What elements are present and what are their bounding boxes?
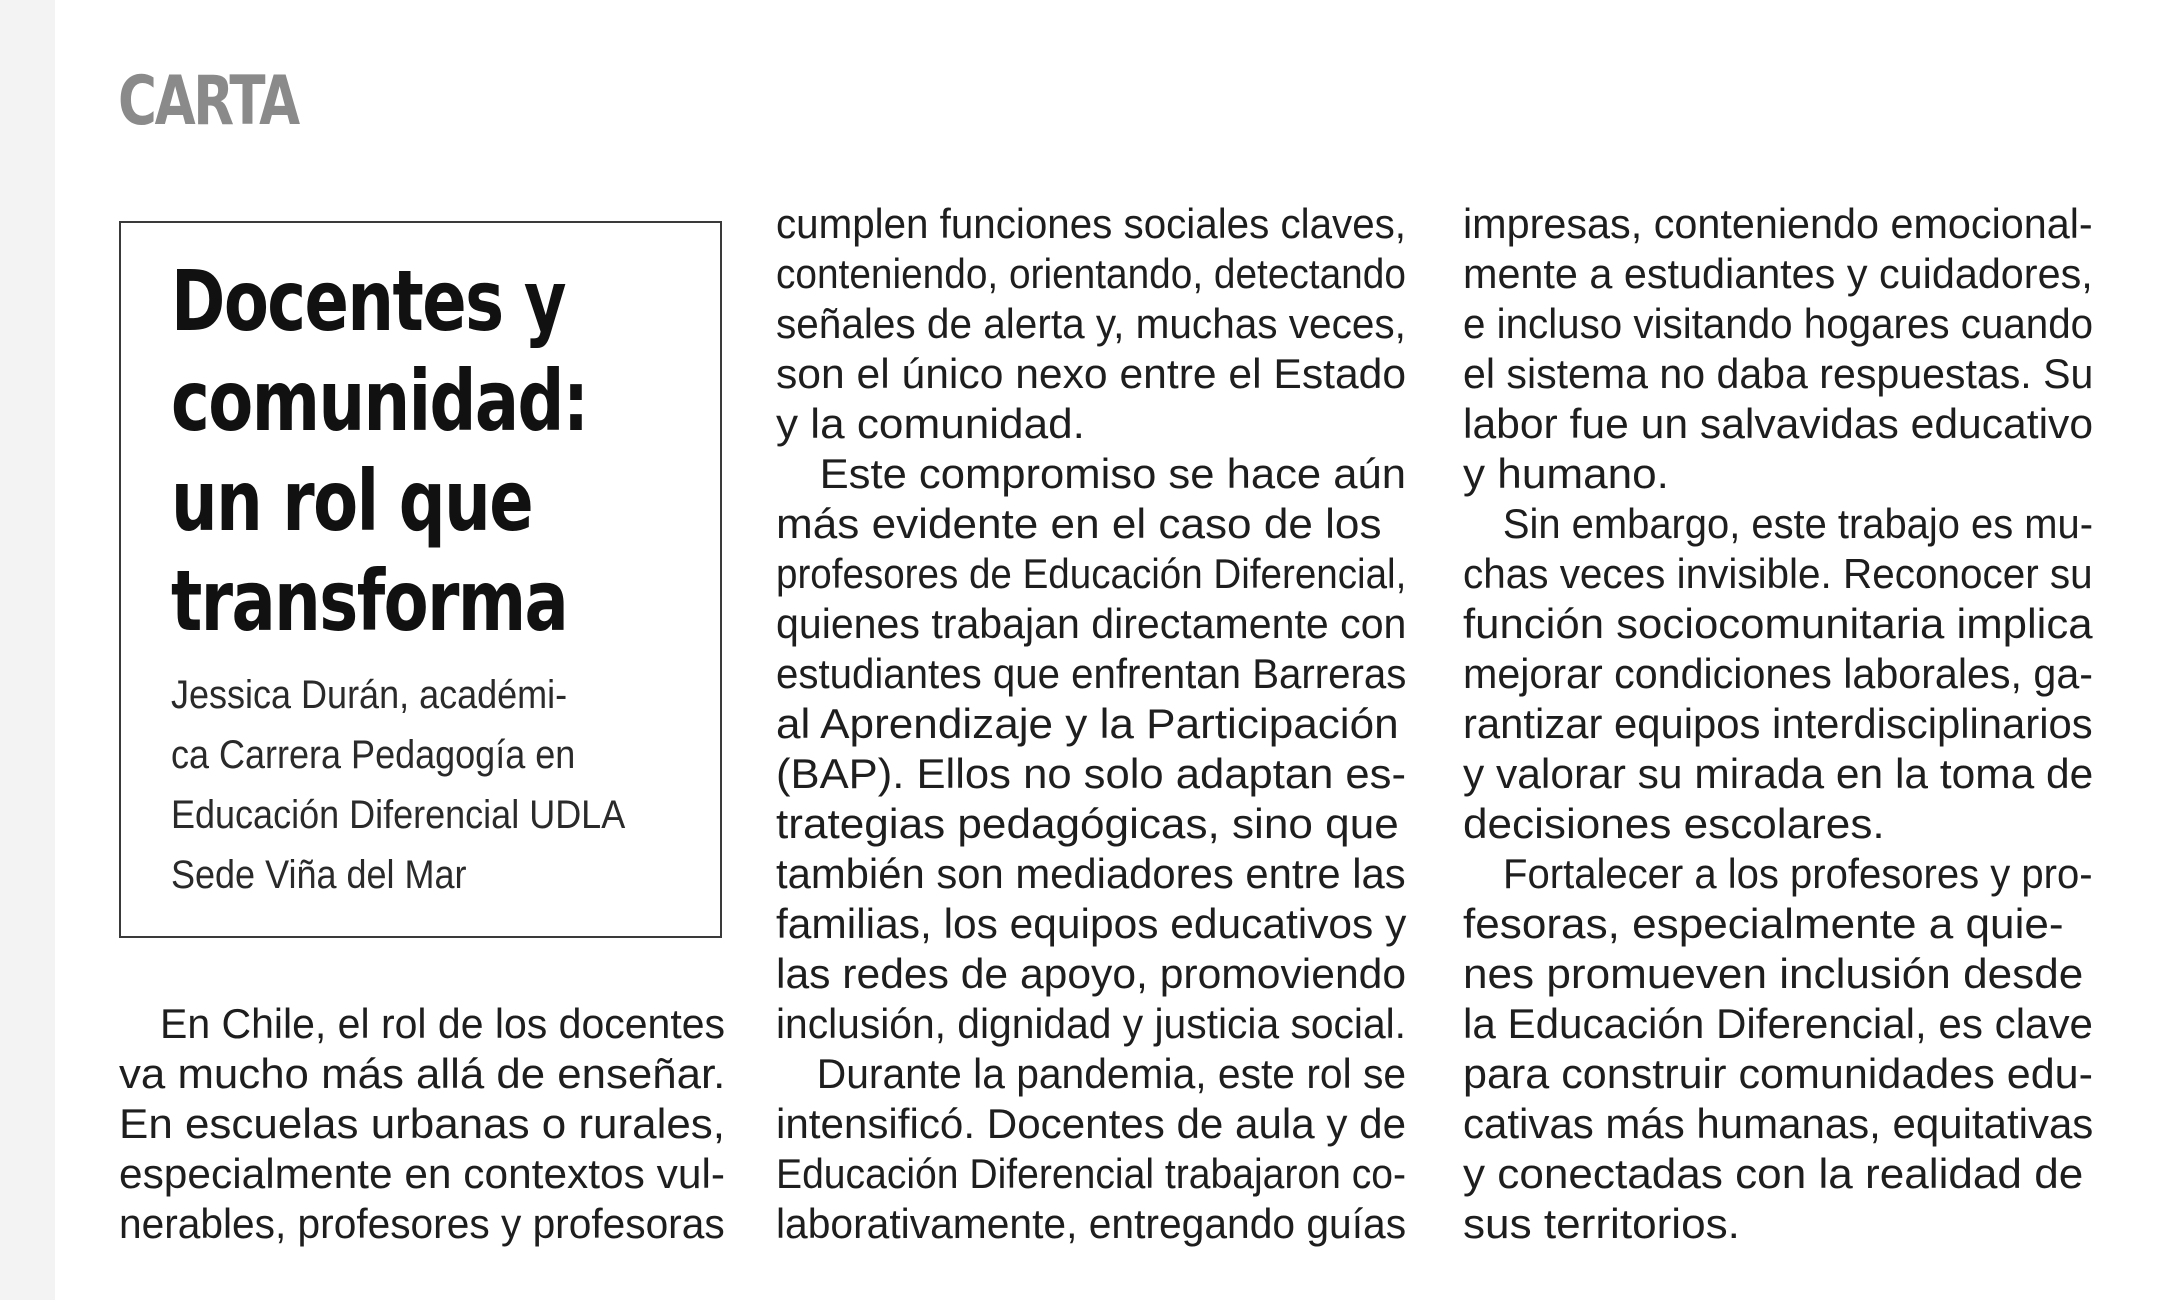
text-line xyxy=(119,1099,725,1149)
text-line xyxy=(1463,1049,2093,1099)
text-line xyxy=(776,299,1406,349)
section-label: CARTA xyxy=(118,62,298,141)
text-line-content: va mucho más allá de enseñar. xyxy=(119,1050,726,1097)
text-line xyxy=(1463,999,2093,1049)
headline-line: un rol que xyxy=(171,452,533,550)
text-line-content: y valorar su mirada en la toma de xyxy=(1463,750,2094,797)
text-line-content: mente a estudiantes y cuidadores, xyxy=(1463,250,2093,297)
text-line xyxy=(1463,649,2093,699)
text-line-content: fesoras, especialmente a quie- xyxy=(1463,900,2064,947)
article-column-1 xyxy=(119,999,725,1249)
headline-line: comunidad: xyxy=(171,352,588,450)
text-line-content: sus territorios. xyxy=(1463,1200,1740,1247)
text-line xyxy=(1463,299,2093,349)
text-line xyxy=(1463,799,2093,849)
text-line xyxy=(776,749,1406,799)
text-line xyxy=(1463,249,2093,299)
byline-line: Sede Viña del Mar xyxy=(171,853,467,897)
text-line xyxy=(776,399,1406,449)
text-line-content: quienes trabajan directamente con xyxy=(776,600,1407,647)
text-line-content: trategias pedagógicas, sino que xyxy=(776,800,1399,847)
text-line xyxy=(119,1049,725,1099)
text-line-content: decisiones escolares. xyxy=(1463,800,1885,847)
text-line xyxy=(776,949,1406,999)
text-line-content: también son mediadores entre las xyxy=(776,850,1406,897)
text-line-content: En escuelas urbanas o rurales, xyxy=(119,1100,725,1147)
page-edge-shade xyxy=(0,0,55,1300)
text-line-content: Educación Diferencial trabajaron co- xyxy=(776,1150,1407,1197)
text-line xyxy=(1463,1149,2093,1199)
text-line xyxy=(776,1099,1406,1149)
text-line xyxy=(1463,549,2093,599)
text-line-content: al Aprendizaje y la Participación xyxy=(776,700,1399,747)
text-line-content: e incluso visitando hogares cuando xyxy=(1463,300,2094,347)
text-line-content: la Educación Diferencial, es clave xyxy=(1463,1000,2093,1047)
text-line xyxy=(1463,399,2093,449)
text-line-content: función sociocomunitaria implica xyxy=(1463,600,2093,647)
text-line-content: especialmente en contextos vul- xyxy=(119,1150,725,1197)
text-line xyxy=(776,199,1406,249)
text-line xyxy=(1463,449,2093,499)
headline xyxy=(171,251,587,651)
text-line-content: En Chile, el rol de los docentes xyxy=(119,1000,725,1047)
text-line-content: y humano. xyxy=(1463,450,1669,497)
text-line-content: Sin embargo, este trabajo es mu- xyxy=(1463,500,2093,547)
text-line xyxy=(1463,949,2093,999)
text-line xyxy=(1463,1199,2093,1249)
text-line xyxy=(776,1199,1406,1249)
text-line-content: señales de alerta y, muchas veces, xyxy=(776,300,1406,347)
text-line-content: nes promueven inclusión desde xyxy=(1463,950,2084,997)
text-line xyxy=(776,249,1406,299)
title-box xyxy=(119,221,722,938)
text-line xyxy=(119,1149,725,1199)
text-line xyxy=(1463,749,2093,799)
text-line-content: inclusión, dignidad y justicia social. xyxy=(776,1000,1407,1047)
text-line-content: estudiantes que enfrentan Barreras xyxy=(776,650,1407,697)
text-line-content: laborativamente, entregando guías xyxy=(776,1200,1407,1247)
text-line xyxy=(776,699,1406,749)
text-line-content: mejorar condiciones laborales, ga- xyxy=(1463,650,2093,697)
text-line xyxy=(1463,349,2093,399)
byline-line: Jessica Durán, académi- xyxy=(171,673,568,717)
text-line-content: y la comunidad. xyxy=(776,400,1085,447)
text-line-content: familias, los equipos educativos y xyxy=(776,900,1407,947)
text-line-content: rantizar equipos interdisciplinarios xyxy=(1463,700,2093,747)
text-line xyxy=(776,449,1406,499)
text-line xyxy=(1463,199,2093,249)
text-line-content: nerables, profesores y profesoras xyxy=(119,1200,725,1247)
text-line xyxy=(1463,599,2093,649)
text-line xyxy=(776,899,1406,949)
text-line xyxy=(776,999,1406,1049)
text-line-content: conteniendo, orientando, detectando xyxy=(776,250,1406,297)
text-line-content: intensificó. Docentes de aula y de xyxy=(776,1100,1407,1147)
text-line xyxy=(776,849,1406,899)
text-line-content: cativas más humanas, equitativas xyxy=(1463,1100,2094,1147)
text-line-content: las redes de apoyo, promoviendo xyxy=(776,950,1407,997)
text-line-content: profesores de Educación Diferencial, xyxy=(776,550,1407,597)
text-line xyxy=(1463,849,2093,899)
text-line xyxy=(776,799,1406,849)
article-column-2 xyxy=(776,199,1406,1249)
text-line-content: (BAP). Ellos no solo adaptan es- xyxy=(776,750,1406,797)
text-line xyxy=(119,999,725,1049)
headline-line: transforma xyxy=(171,552,568,650)
text-line-content: labor fue un salvavidas educativo xyxy=(1463,400,2094,447)
text-line-content: chas veces invisible. Reconocer su xyxy=(1463,550,2093,597)
text-line xyxy=(776,549,1406,599)
text-line xyxy=(776,599,1406,649)
author-byline xyxy=(171,665,625,905)
text-line-content: impresas, conteniendo emocional- xyxy=(1463,200,2093,247)
text-line xyxy=(1463,899,2093,949)
text-line xyxy=(776,1149,1406,1199)
headline-line: Docentes y xyxy=(171,252,565,350)
byline-line: ca Carrera Pedagogía en xyxy=(171,733,576,777)
text-line xyxy=(776,1049,1406,1099)
text-line-content: y conectadas con la realidad de xyxy=(1463,1150,2084,1197)
byline-line: Educación Diferencial UDLA xyxy=(171,793,626,837)
text-line xyxy=(1463,699,2093,749)
text-line xyxy=(776,499,1406,549)
text-line-content: Este compromiso se hace aún xyxy=(776,450,1406,497)
text-line-content: Durante la pandemia, este rol se xyxy=(776,1050,1407,1097)
text-line-content: cumplen funciones sociales claves, xyxy=(776,200,1407,247)
text-line-content: Fortalecer a los profesores y pro- xyxy=(1463,850,2093,897)
text-line xyxy=(1463,499,2093,549)
text-line xyxy=(776,649,1406,699)
text-line-content: más evidente en el caso de los xyxy=(776,500,1382,547)
text-line xyxy=(776,349,1406,399)
text-line xyxy=(1463,1099,2093,1149)
text-line-content: el sistema no daba respuestas. Su xyxy=(1463,350,2094,397)
text-line-content: son el único nexo entre el Estado xyxy=(776,350,1407,397)
article-column-3 xyxy=(1463,199,2093,1249)
text-line-content: para construir comunidades edu- xyxy=(1463,1050,2094,1097)
text-line xyxy=(119,1199,725,1249)
